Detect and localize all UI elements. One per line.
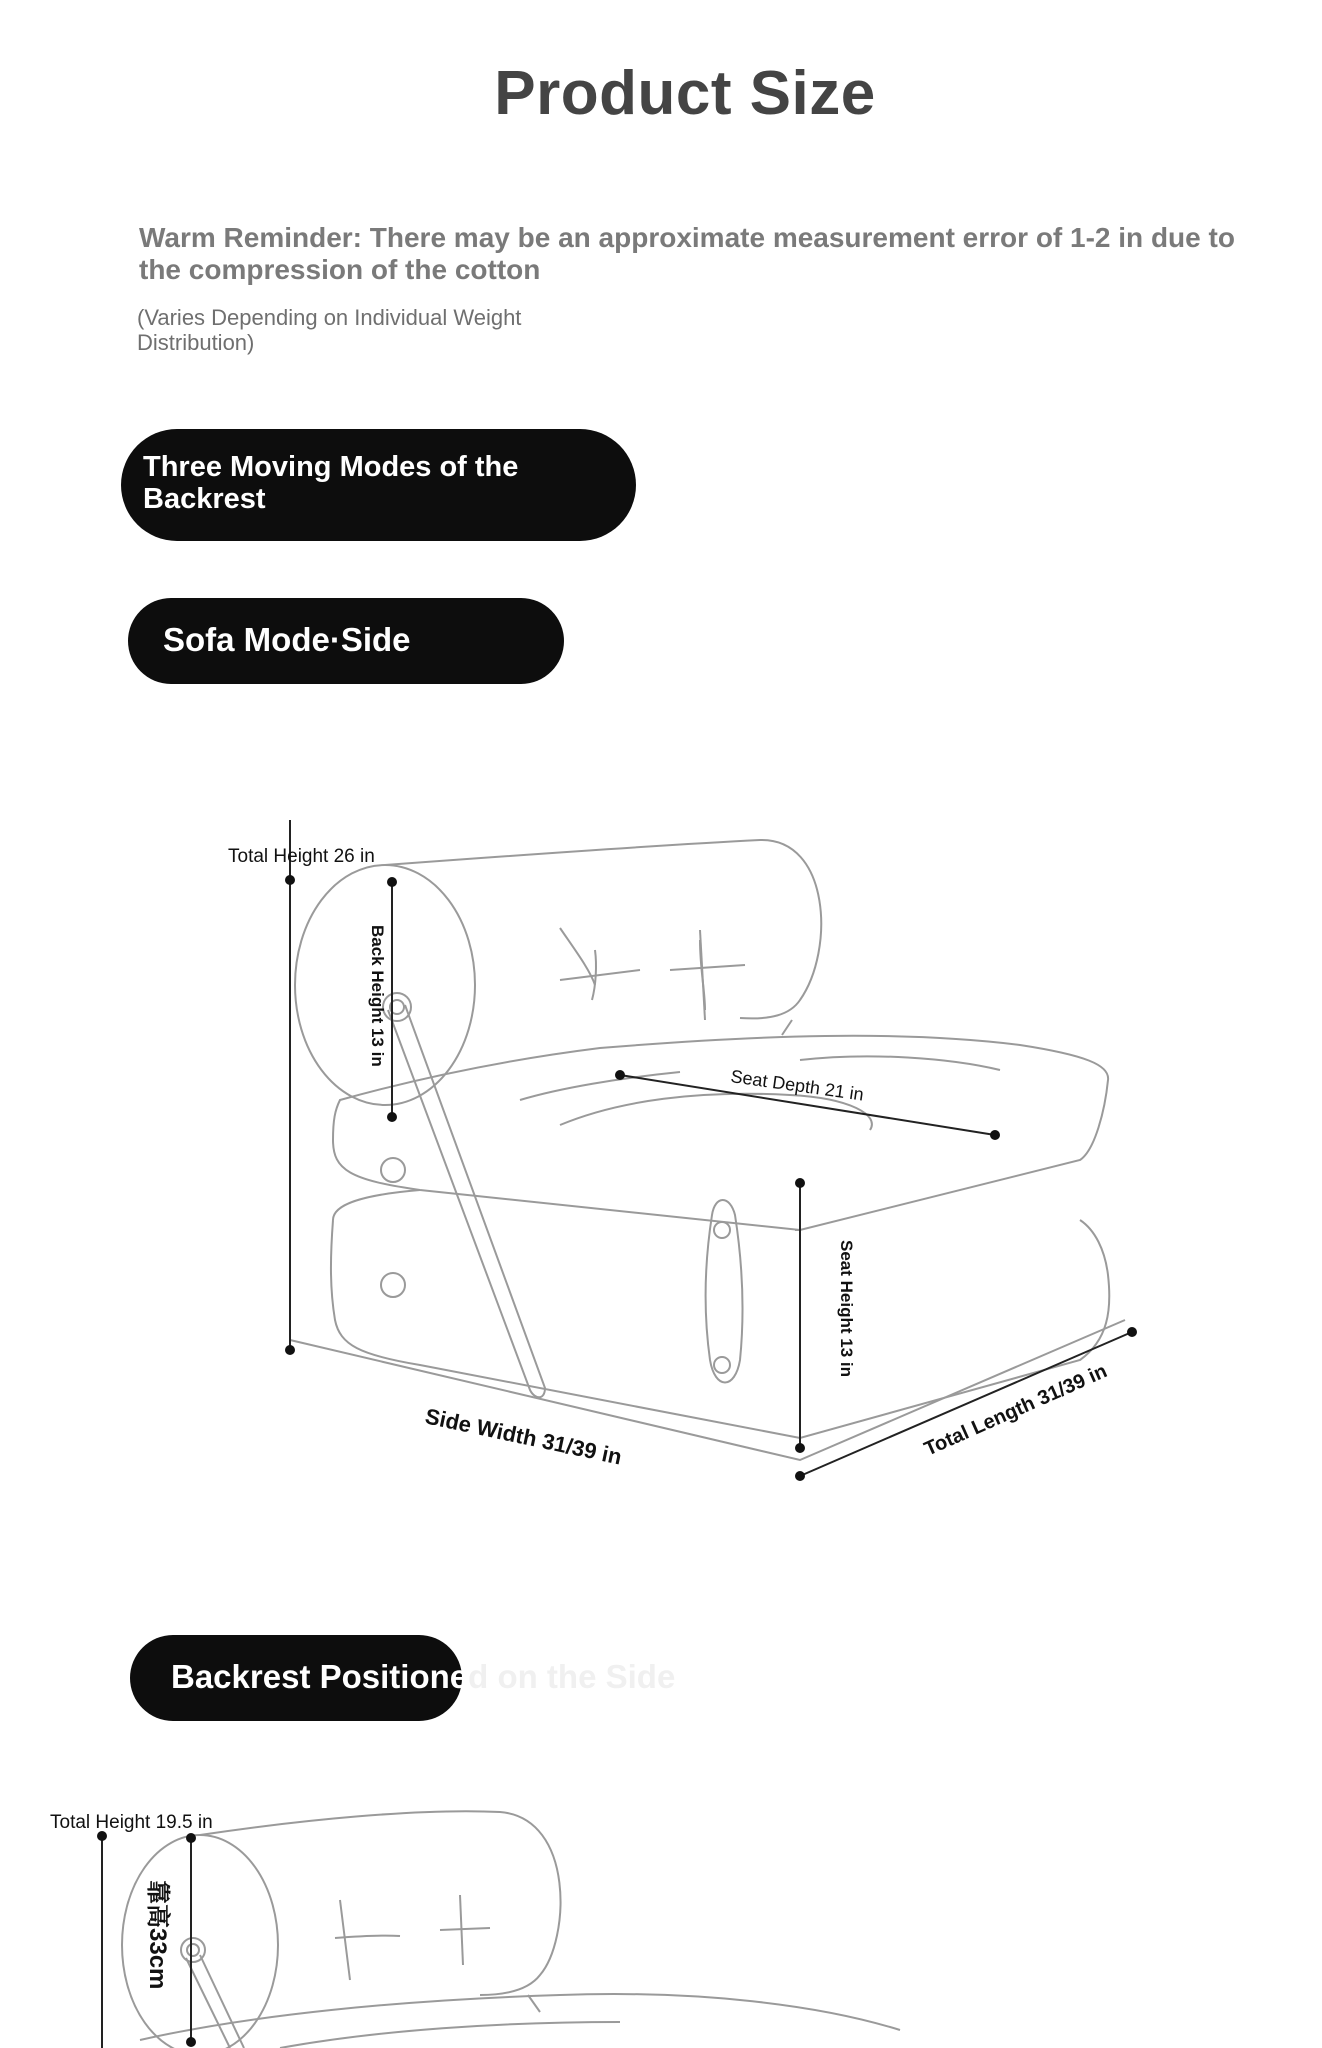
back-height-2-label: 靠高33cm: [144, 1880, 171, 1990]
modes-section-label: [121, 429, 636, 541]
backrest-side-outline: [122, 1811, 900, 2048]
sofa-side-section-label: [128, 598, 564, 684]
total-length-label: Total Length 31/39 in: [921, 1360, 1111, 1461]
backrest-side-text-b: d on the Side: [468, 1658, 676, 1695]
side-width-label: Side Width 31/39 in: [422, 1403, 625, 1470]
page-title: Product Size: [494, 59, 876, 128]
total-height-2-label: Total Height 19.5 in: [50, 1812, 213, 1833]
modes-section-text: Three Moving Modes of the Backrest: [143, 451, 519, 515]
warm-reminder: Warm Reminder: There may be an approximate measurement error of 1-2 in due to the compression of the cotton: [139, 222, 1235, 285]
back-height-label: Back Height 13 in: [368, 925, 387, 1067]
total-height-label: Total Height 26 in: [228, 846, 375, 867]
weight-note: (Varies Depending on Individual Weight Distribution): [137, 305, 522, 355]
backrest-side-diagram: [0, 1790, 1322, 2048]
sofa-outline: [290, 840, 1125, 1460]
sofa-side-section-text: Sofa Mode·Side: [163, 621, 411, 658]
sofa-side-diagram: [0, 820, 1322, 1520]
backrest-side-section-label: [130, 1635, 676, 1721]
backrest-side-text-a: Backrest Positione: [171, 1658, 469, 1695]
seat-depth-label: Seat Depth 21 in: [729, 1066, 866, 1105]
dimension-lines: [290, 820, 1132, 1476]
seat-height-label: Seat Height 13 in: [837, 1240, 856, 1377]
